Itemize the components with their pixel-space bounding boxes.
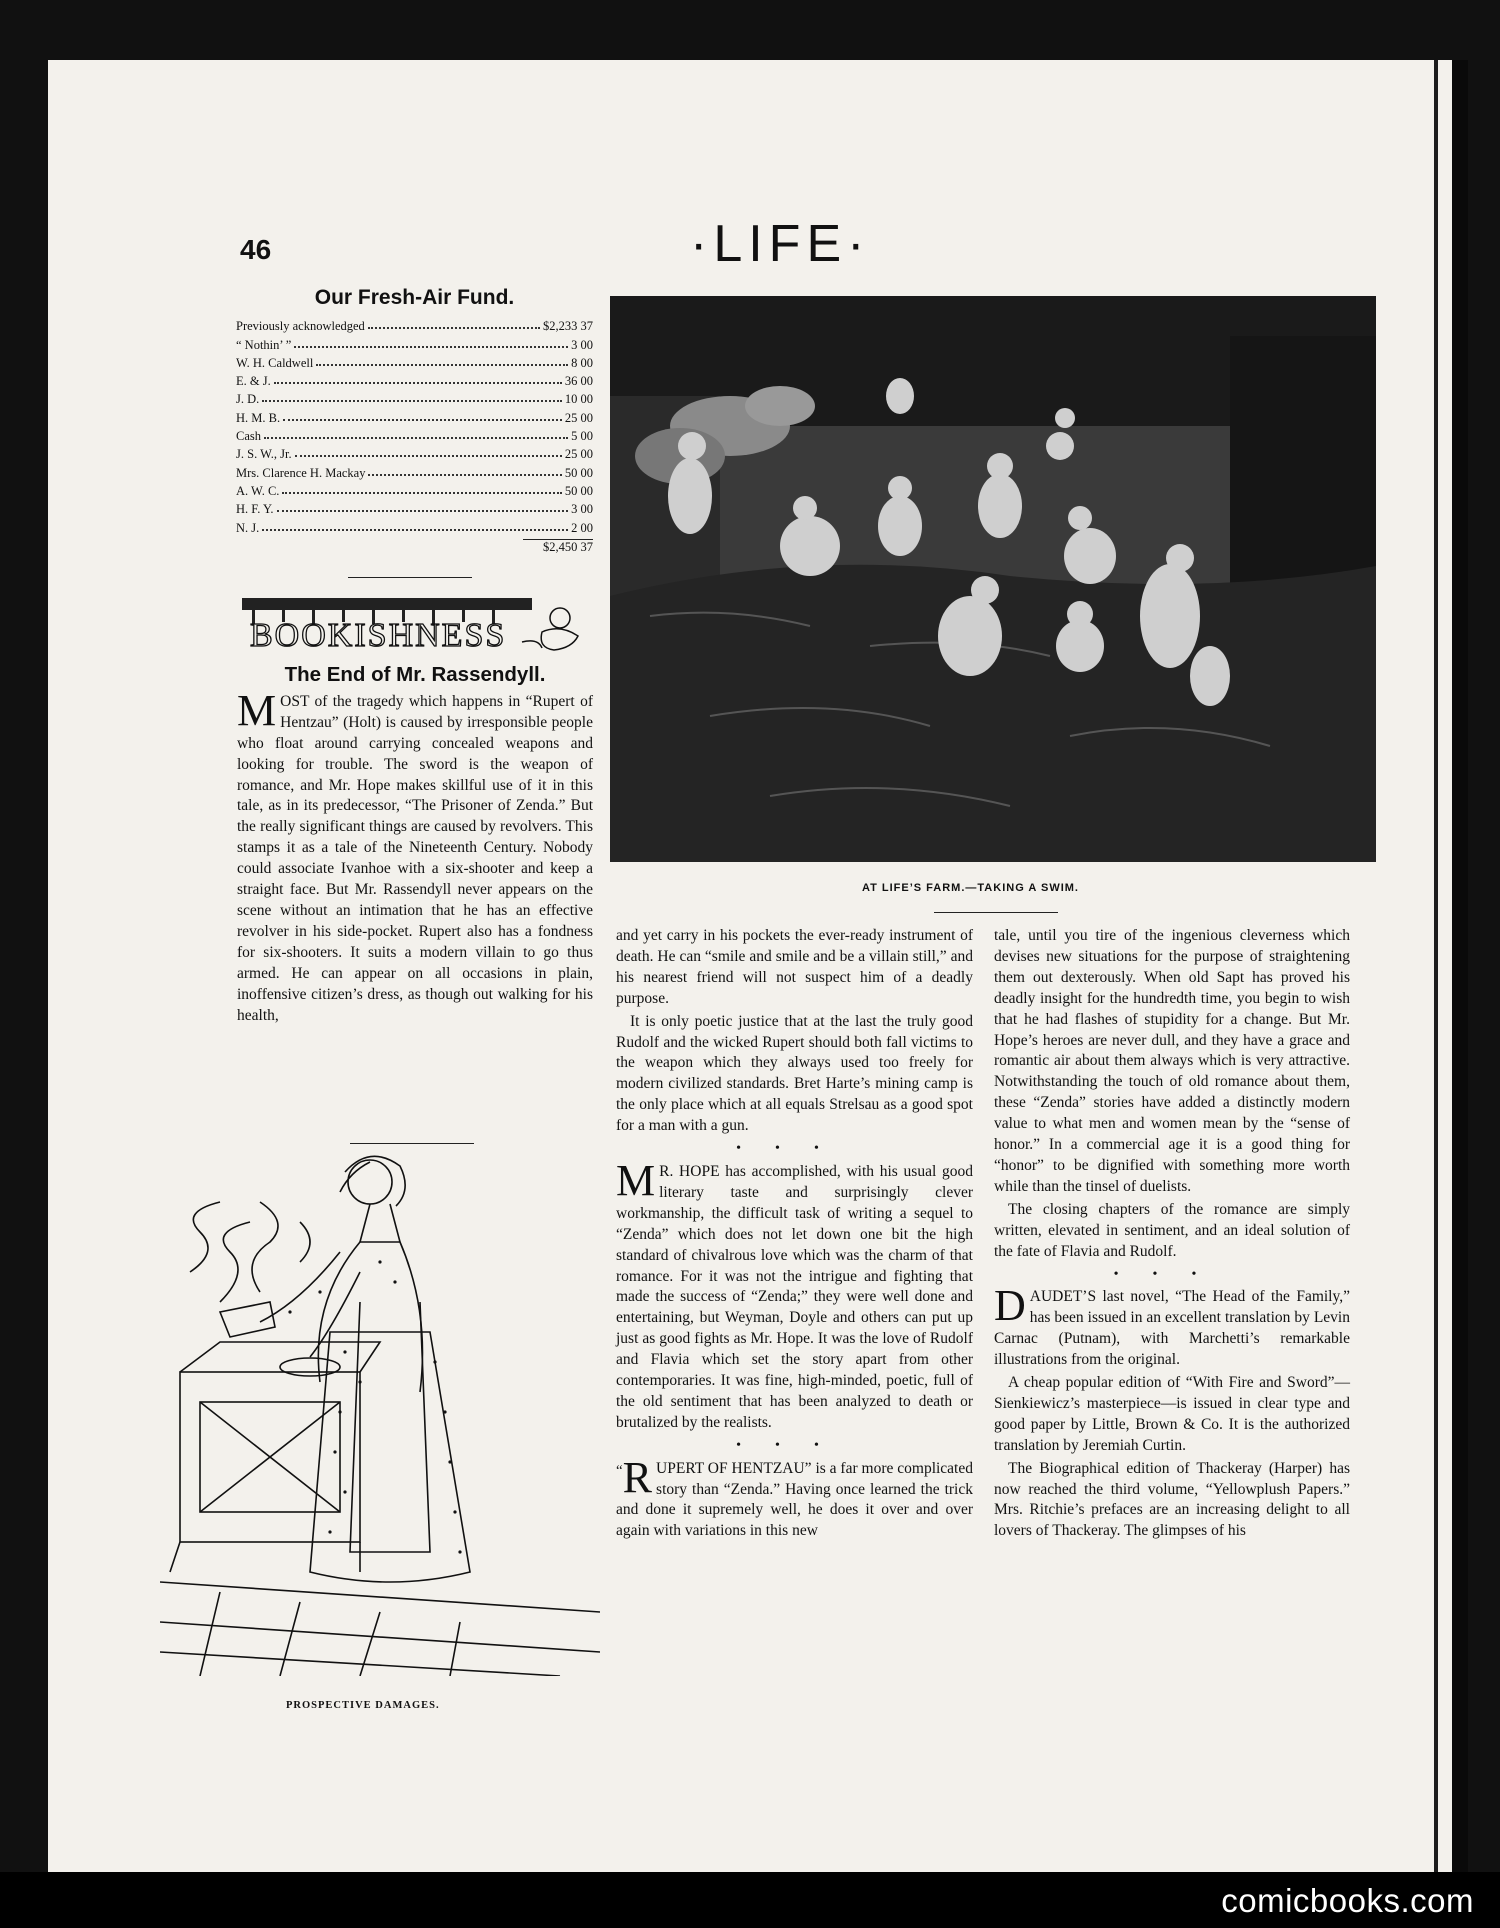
- fund-contributor: Cash: [236, 429, 261, 444]
- divider-rule: [934, 912, 1058, 913]
- fund-row: [236, 389, 593, 407]
- article-paragraph: M R. HOPE has accomplished, with his usual good literary taste and surprisingly clever workmanship, the difficult task of writing a sequel to “Zenda” which does not let down one bit the high standard of chivalrous love which was the charm of that romance. For it was not the intrigue and fighting that made the success of “Zenda;” they were well done and entertaining, but Weyman, Doyle and others can put up just as good fights as Mr. Hope. It was the love of Rudolf and Flavia which set the story apart from other contemporaries. It was fine, high-minded, poetic, full of the old sentiment that has been analyzed to death or brutalized by the realists.: [616, 1155, 973, 1431]
- dot-leader: [295, 455, 562, 457]
- section-break: •••: [1113, 1266, 1231, 1282]
- column-3: [994, 926, 1350, 1544]
- fund-amount: 8 00: [571, 355, 593, 370]
- fund-row: [236, 462, 593, 480]
- fund-amount: 2 00: [571, 520, 593, 535]
- dot-leader: [274, 382, 562, 384]
- article-paragraph: MOST of the tragedy which happens in “Rupert of Hentzau” (Holt) is caused by irresponsible people who float around carrying concealed weapons and looking for trouble. The sword is the weapon of romance, and Mr. Hope makes skillful use of it in this tale, as in its predecessor, “The Prisoner of Zenda.” But the really significant things are caused by revolvers. This stamps it as a tale of the Nineteenth Century. Nobody could associate Ivanhoe with a six-shooter and keep a straight face. But Mr. Rassendyll never appears on the scene without an intimation that he has an effective revolver in his side-pocket. Rupert also has a fondness for six-shooters. It suits a modern villain to go thus armed. He can appear on all occasions in plain, inoffensive citizen’s dress, as though out walking for his health,: [237, 685, 593, 1024]
- bookishness-banner: [242, 598, 586, 656]
- article-paragraph: DAUDET’S last novel, “The Head of the Family,” has been issued in an excellent translation by Levin Carnac (Putnam), with Marchetti’s remarkable illustrations from the original.: [994, 1281, 1350, 1369]
- article-title: The End of Mr. Rassendyll.: [284, 663, 546, 686]
- fund-total: $2,450 37: [543, 539, 593, 554]
- dot-leader: [316, 364, 568, 366]
- fund-row: [236, 444, 593, 462]
- fund-contributor: H. M. B.: [236, 410, 281, 425]
- fund-row: [236, 426, 593, 444]
- fund-contributor: “ Nothin’ ”: [236, 337, 292, 352]
- divider-rule: [350, 1143, 474, 1144]
- dot-leader: [264, 437, 568, 439]
- drop-cap: R: [622, 1452, 653, 1502]
- article-paragraph: The closing chapters of the romance are simply written, elevated in sentiment, and an ideal solution of the fate of Flavia and Rudolf.: [994, 1200, 1350, 1260]
- fund-row: [236, 371, 593, 389]
- fresh-air-fund: [236, 286, 593, 558]
- dot-leader: [282, 492, 561, 494]
- photo-caption: AT LIFE’S FARM.—TAKING A SWIM.: [862, 882, 1079, 894]
- masthead-title: ·LIFE·: [690, 215, 871, 273]
- article-paragraph: It is only poetic justice that at the last the truly good Rudolf and the wicked Rupert should both fall victims to the weapon which they always used too freely for modern civilized standards. Bret Harte’s mining camp is the only place which at all equals Strelsau as a good spot for a man with a gun.: [616, 1012, 973, 1135]
- dot-leader: [294, 346, 568, 348]
- fund-title: Our Fresh-Air Fund.: [314, 286, 515, 309]
- dot-leader: [262, 529, 568, 531]
- column-1: [237, 665, 593, 1028]
- swimming-photograph: [610, 296, 1376, 862]
- fund-list: [236, 316, 593, 536]
- fund-amount: 25 00: [564, 447, 593, 462]
- fund-contributor: W. H. Caldwell: [236, 355, 314, 370]
- fund-amount: 3 00: [571, 337, 593, 352]
- fund-row: [236, 353, 593, 371]
- fund-amount: 5 00: [571, 429, 593, 444]
- fund-amount: 3 00: [571, 502, 593, 517]
- drop-cap: D: [994, 1281, 1026, 1331]
- section-break: •••: [736, 1141, 853, 1157]
- divider-rule: [348, 577, 472, 578]
- illustration-caption: PROSPECTIVE DAMAGES.: [286, 1700, 440, 1711]
- drop-cap: M: [616, 1155, 656, 1205]
- site-watermark: comicbooks.com: [1221, 1882, 1474, 1919]
- fund-row: [236, 499, 593, 517]
- article-paragraph: tale, until you tire of the ingenious cleverness which devises new situations for the purpose of straightening them out dexterously. When old Sapt has proved his deadly insight for the hundredth time, you begin to wish that he had flashes of stupidity for a change. But Mr. Hope’s heroes are never dull, and they have a grace and romantic air about them always which is very attractive. Notwithstanding the touch of old romance about them, these “Zenda” stories have added a distinctly modern value to what men and women mean by the “sense of honor.” In a commercial age it is a good thing for “honor” to be dignified with something more worth while than the tinsel of duelists.: [994, 927, 1350, 1195]
- fund-contributor: J. D.: [236, 392, 260, 407]
- page-number: 46: [240, 234, 272, 265]
- fund-row: [236, 407, 593, 425]
- fund-amount: 25 00: [564, 410, 593, 425]
- fund-amount: 36 00: [564, 374, 593, 389]
- fund-row: [236, 517, 593, 535]
- fund-amount: $2,233 37: [543, 319, 593, 334]
- fund-amount: 10 00: [564, 392, 593, 407]
- dot-leader: [283, 419, 562, 421]
- fund-contributor: Previously acknowledged: [236, 319, 365, 334]
- fund-row: [236, 481, 593, 499]
- section-break: •••: [736, 1437, 853, 1453]
- fund-contributor: A. W. C.: [236, 483, 280, 498]
- fund-row: [236, 316, 593, 334]
- fund-contributor: H. F. Y.: [236, 502, 274, 517]
- article-paragraph: and yet carry in his pockets the ever-ready instrument of death. He can “smile and smile and be a villain still,” and his nearest friend will not suspect him of a deadly purpose.: [616, 927, 973, 1007]
- fund-contributor: J. S. W., Jr.: [236, 447, 292, 462]
- fund-amount: 50 00: [564, 483, 593, 498]
- banner-lettering: BOOKISHNESS: [250, 617, 507, 654]
- fund-contributor: Mrs. Clarence H. Mackay: [236, 465, 366, 480]
- dot-leader: [368, 327, 540, 329]
- prospective-damages-illustration: [160, 1152, 600, 1676]
- page-gutter-line: [1434, 60, 1438, 1872]
- column-2: [616, 926, 973, 1544]
- article-paragraph: A cheap popular edition of “With Fire and Sword”—Sienkiewicz’s masterpiece—is issued in clear type and good paper by Little, Brown & Co. It is the authorized translation by Jeremiah Curtin.: [994, 1374, 1350, 1454]
- article-paragraph: The Biographical edition of Thackeray (Harper) has now reached the third volume, “Yellowplush Papers.” Mrs. Ritchie’s prefaces are an increasing delight to all lovers of Thackeray. The glimpses of his: [994, 1459, 1350, 1540]
- dot-leader: [277, 510, 569, 512]
- dot-leader: [262, 400, 562, 402]
- fund-amount: 50 00: [564, 465, 593, 480]
- dot-leader: [368, 474, 561, 476]
- page-spine: [1452, 60, 1468, 1872]
- fund-contributor: E. & J.: [236, 374, 271, 389]
- drop-cap: M: [237, 685, 277, 735]
- fund-contributor: N. J.: [236, 520, 260, 535]
- article-paragraph: “ R UPERT OF HENTZAU” is a far more complicated story than “Zenda.” Having once learned the trick and done it supremely well, he does it over and over again with variations in this new: [616, 1452, 973, 1540]
- fund-row: [236, 334, 593, 352]
